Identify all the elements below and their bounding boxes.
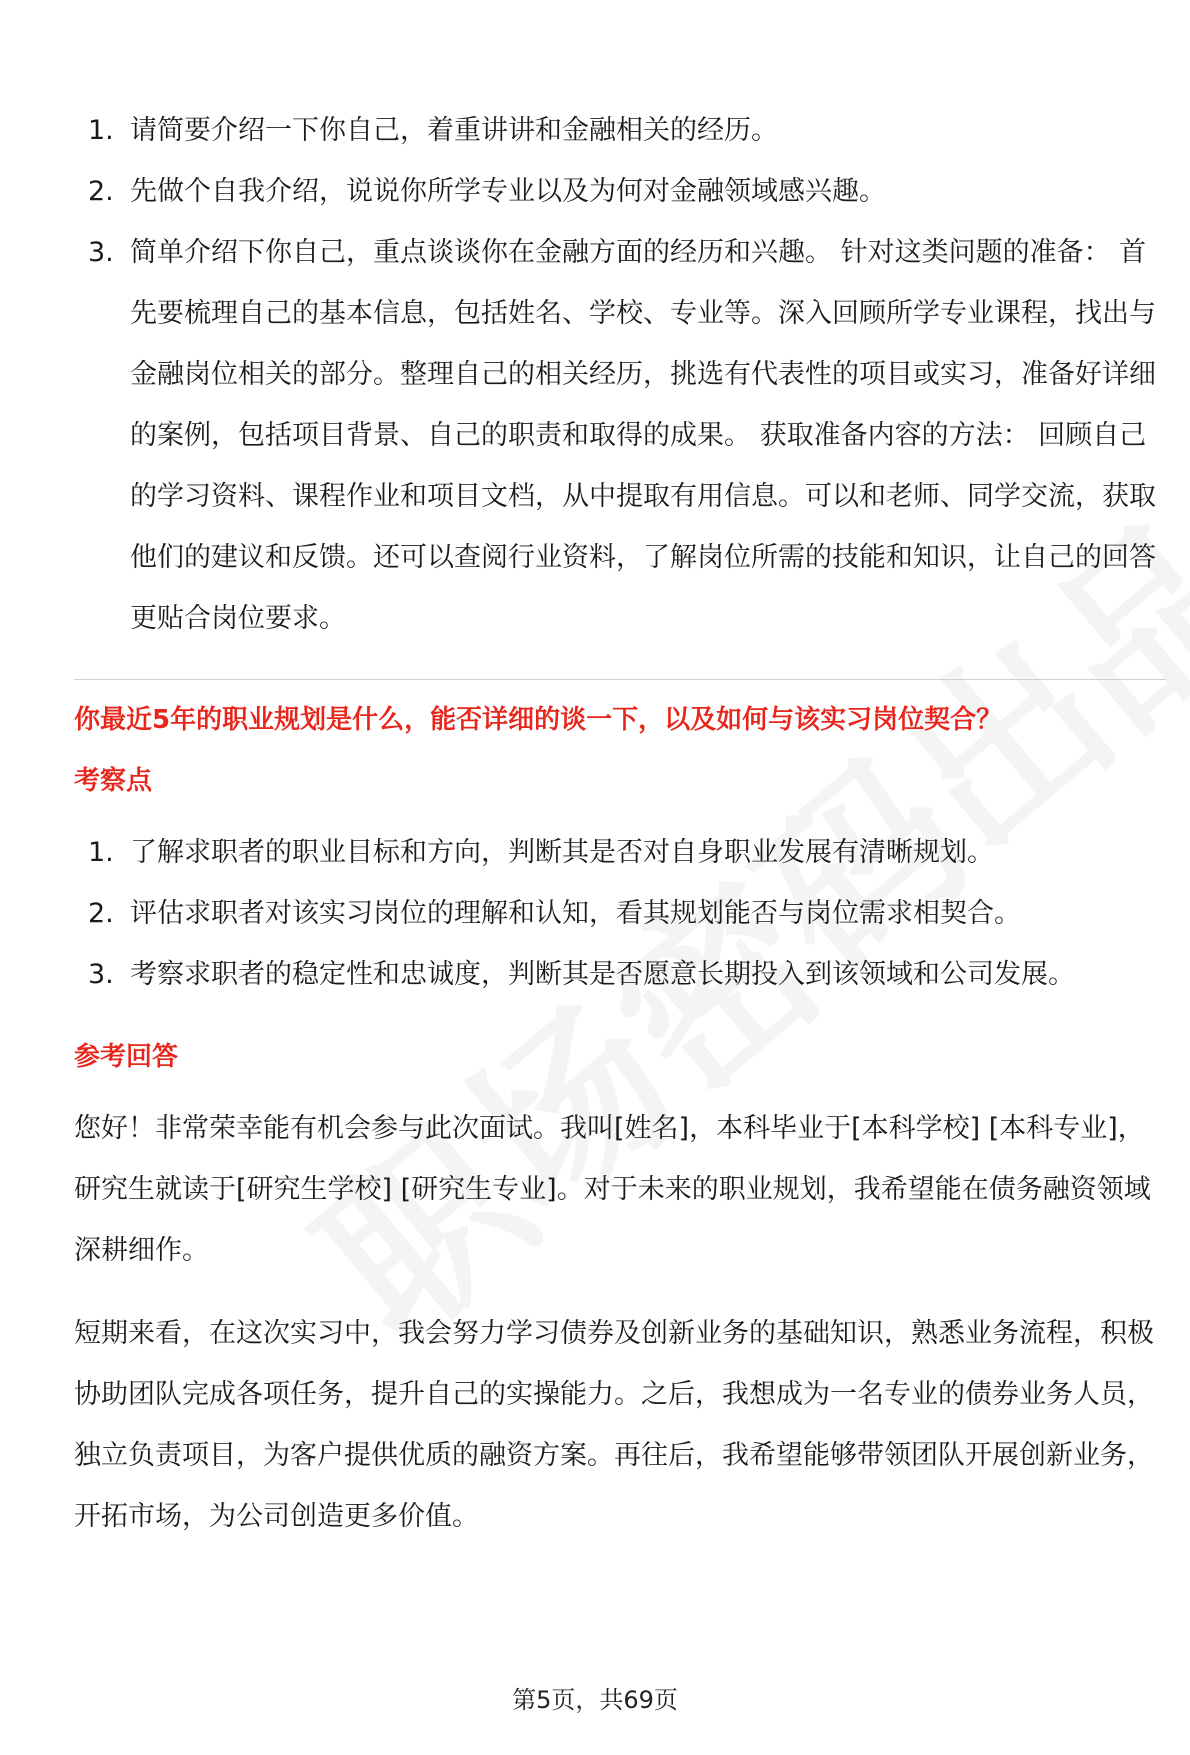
list-item-text: 请简要介绍一下你自己，着重讲讲和金融相关的经历。 (130, 115, 778, 146)
list-item-text: 简单介绍下你自己，重点谈谈你在金融方面的经历和兴趣。 针对这类问题的准备： 首先要梳理自己的基本信息，包括姓名、学校、专业等。深入回顾所学专业课程，找出与金融岗位相关的部分。整理自己的相关经历，挑选有代表性的项目或实习，准备好详细的案例，包括项目背景、自己的职责和取得的成果。 获取准备内容的方法： 回顾自己的学习资料、课程作业和项目文档，从中提取有用信息。可以和老师、同学交流，获取他们的建议和反馈。还可以查阅行业资料，了解岗位所需的技能和知识，让自己的回答更贴合岗位要求。 (130, 237, 1156, 634)
list-number: 2. (88, 898, 114, 929)
list-item (74, 161, 1166, 222)
list-item (74, 944, 1166, 1005)
list-item (74, 883, 1166, 944)
intro-question-list (74, 100, 1166, 649)
list-item-text: 先做个自我介绍，说说你所学专业以及为何对金融领域感兴趣。 (130, 176, 886, 207)
list-number: 1. (88, 837, 114, 868)
page-footer: 第5页，共69页 (512, 1686, 678, 1714)
list-item-text: 考察求职者的稳定性和忠诚度，判断其是否愿意长期投入到该领域和公司发展。 (130, 959, 1075, 990)
focus-heading: 考察点 (74, 766, 153, 796)
answer-paragraph: 短期来看，在这次实习中，我会努力学习债券及创新业务的基础知识，熟悉业务流程，积极协助团队完成各项任务，提升自己的实操能力。之后，我想成为一名专业的债券业务人员，独立负责项目，为客户提供优质的融资方案。再往后，我希望能够带领团队开展创新业务，开拓市场，为公司创造更多价值。 (74, 1318, 1154, 1532)
list-item (74, 222, 1166, 649)
list-number: 3. (88, 237, 114, 268)
list-item (74, 822, 1166, 883)
list-item-text: 了解求职者的职业目标和方向，判断其是否对自身职业发展有清晰规划。 (130, 837, 994, 868)
list-number: 3. (88, 959, 114, 990)
list-item-text: 评估求职者对该实习岗位的理解和认知，看其规划能否与岗位需求相契合。 (130, 898, 1021, 929)
list-number: 1. (88, 115, 114, 146)
document-page (74, 100, 1166, 1547)
list-number: 2. (88, 176, 114, 207)
answer-heading: 参考回答 (74, 1042, 179, 1072)
list-item (74, 100, 1166, 161)
focus-list (74, 822, 1166, 1005)
section-divider (74, 679, 1166, 680)
question-title: 你最近5年的职业规划是什么，能否详细的谈一下，以及如何与该实习岗位契合？ (74, 705, 1003, 735)
answer-paragraph: 您好！非常荣幸能有机会参与此次面试。我叫[姓名]，本科毕业于[本科学校] [本科专业]，研究生就读于[研究生学校] [研究生专业]。对于未来的职业规划，我希望能在债务融资领域深耕细作。 (74, 1113, 1151, 1266)
